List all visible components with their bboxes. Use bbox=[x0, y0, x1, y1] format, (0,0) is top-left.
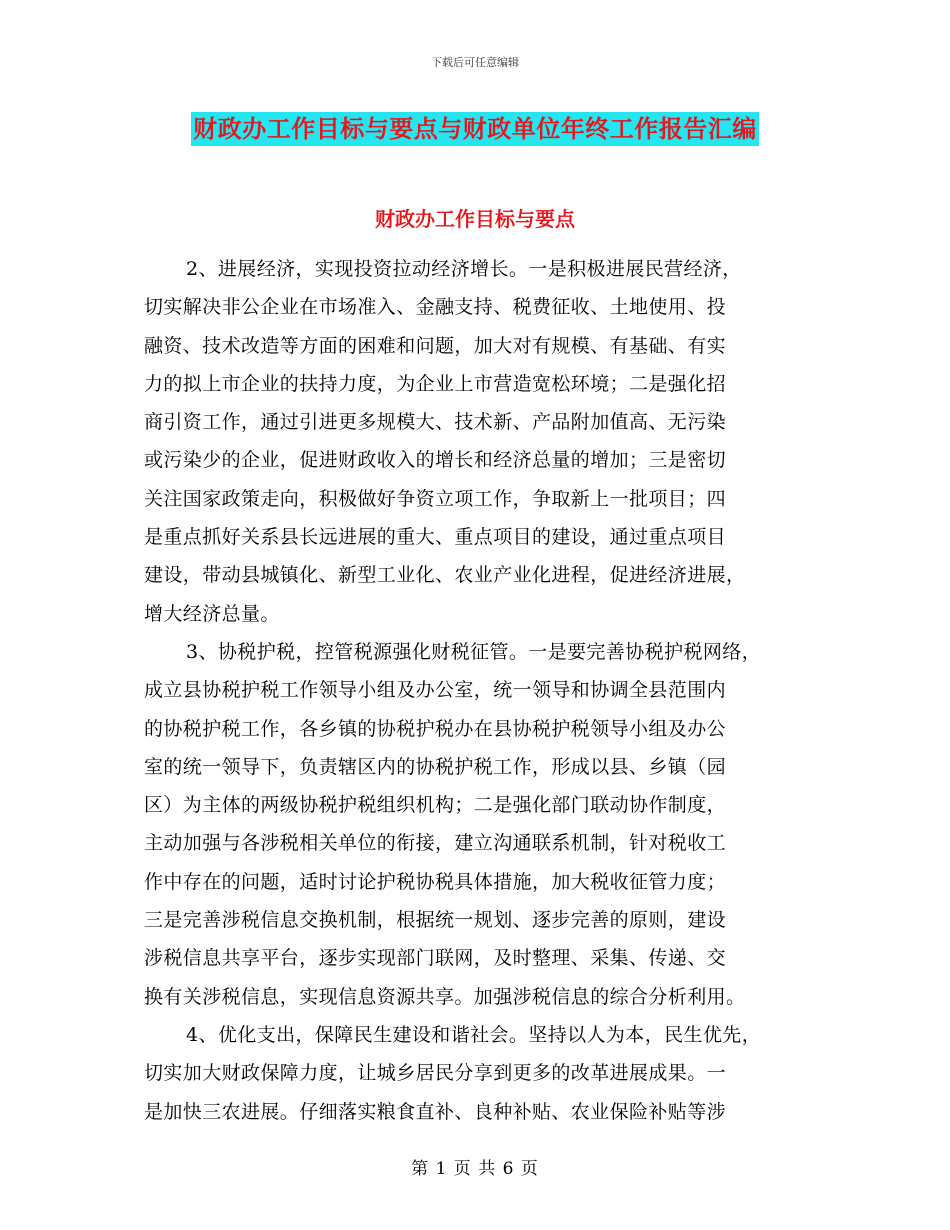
paragraph-line: 融资、技术改造等方面的困难和问题，加大对有规模、有基础、有实 bbox=[144, 334, 727, 357]
page-number-footer: 第 1 页 共 6 页 bbox=[411, 1159, 539, 1179]
paragraph-line: 作中存在的问题，适时讨论护税协税具体措施，加大税收征管力度； bbox=[144, 870, 727, 893]
section-title: 财政办工作目标与要点 bbox=[375, 207, 575, 231]
paragraph-line: 的协税护税工作，各乡镇的协税护税办在县协税护税领导小组及办公 bbox=[144, 717, 727, 740]
paragraph-line: 是加快三农进展。仔细落实粮食直补、良种补贴、农业保险补贴等涉 bbox=[144, 1100, 727, 1123]
paragraph-line: 建设，带动县城镇化、新型工业化、农业产业化进程，促进经济进展， bbox=[144, 564, 746, 587]
page-header-note: 下载后可任意编辑 bbox=[431, 56, 519, 69]
paragraph-line: 增大经济总量。 bbox=[144, 602, 280, 625]
paragraph-line: 涉税信息共享平台，逐步实现部门联网，及时整理、采集、传递、交 bbox=[144, 947, 727, 970]
paragraph-line: 力的拟上市企业的扶持力度，为企业上市营造宽松环境；二是强化招 bbox=[144, 372, 727, 395]
paragraph-line: 区）为主体的两级协税护税组织机构；二是强化部门联动协作制度， bbox=[144, 794, 727, 817]
main-title-container bbox=[0, 112, 950, 146]
paragraph-line: 切实解决非公企业在市场准入、金融支持、税费征收、土地使用、投 bbox=[144, 296, 727, 319]
paragraph-line: 3、协税护税，控管税源强化财税征管。一是要完善协税护税网络， bbox=[186, 640, 762, 663]
paragraph-line: 成立县协税护税工作领导小组及办公室，统一领导和协调全县范围内 bbox=[144, 679, 727, 702]
paragraph-line: 4、优化支出，保障民生建设和谐社会。坚持以人为本，民生优先， bbox=[186, 1023, 762, 1046]
paragraph-line: 主动加强与各涉税相关单位的衔接，建立沟通联系机制，针对税收工 bbox=[144, 832, 727, 855]
paragraph-line: 三是完善涉税信息交换机制，根据统一规划、逐步完善的原则，建设 bbox=[144, 909, 727, 932]
paragraph-line: 换有关涉税信息，实现信息资源共享。加强涉税信息的综合分析利用。 bbox=[144, 985, 746, 1008]
paragraph-line: 是重点抓好关系县长远进展的重大、重点项目的建设，通过重点项目 bbox=[144, 526, 727, 549]
document-main-title: 财政办工作目标与要点与财政单位年终工作报告汇编 bbox=[191, 112, 759, 146]
body-text bbox=[144, 250, 824, 1131]
paragraph-line: 2、进展经济，实现投资拉动经济增长。一是积极进展民营经济， bbox=[186, 258, 742, 280]
paragraph-line: 或污染少的企业，促进财政收入的增长和经济总量的增加；三是密切 bbox=[144, 449, 727, 472]
paragraph-line: 室的统一领导下，负责辖区内的协税护税工作，形成以县、乡镇（园 bbox=[144, 755, 727, 778]
paragraph-line: 商引资工作，通过引进更多规模大、技术新、产品附加值高、无污染 bbox=[144, 411, 727, 434]
paragraph-line: 切实加大财政保障力度，让城乡居民分享到更多的改革进展成果。一 bbox=[144, 1062, 727, 1085]
paragraph-line: 关注国家政策走向，积极做好争资立项工作，争取新上一批项目；四 bbox=[144, 487, 727, 510]
